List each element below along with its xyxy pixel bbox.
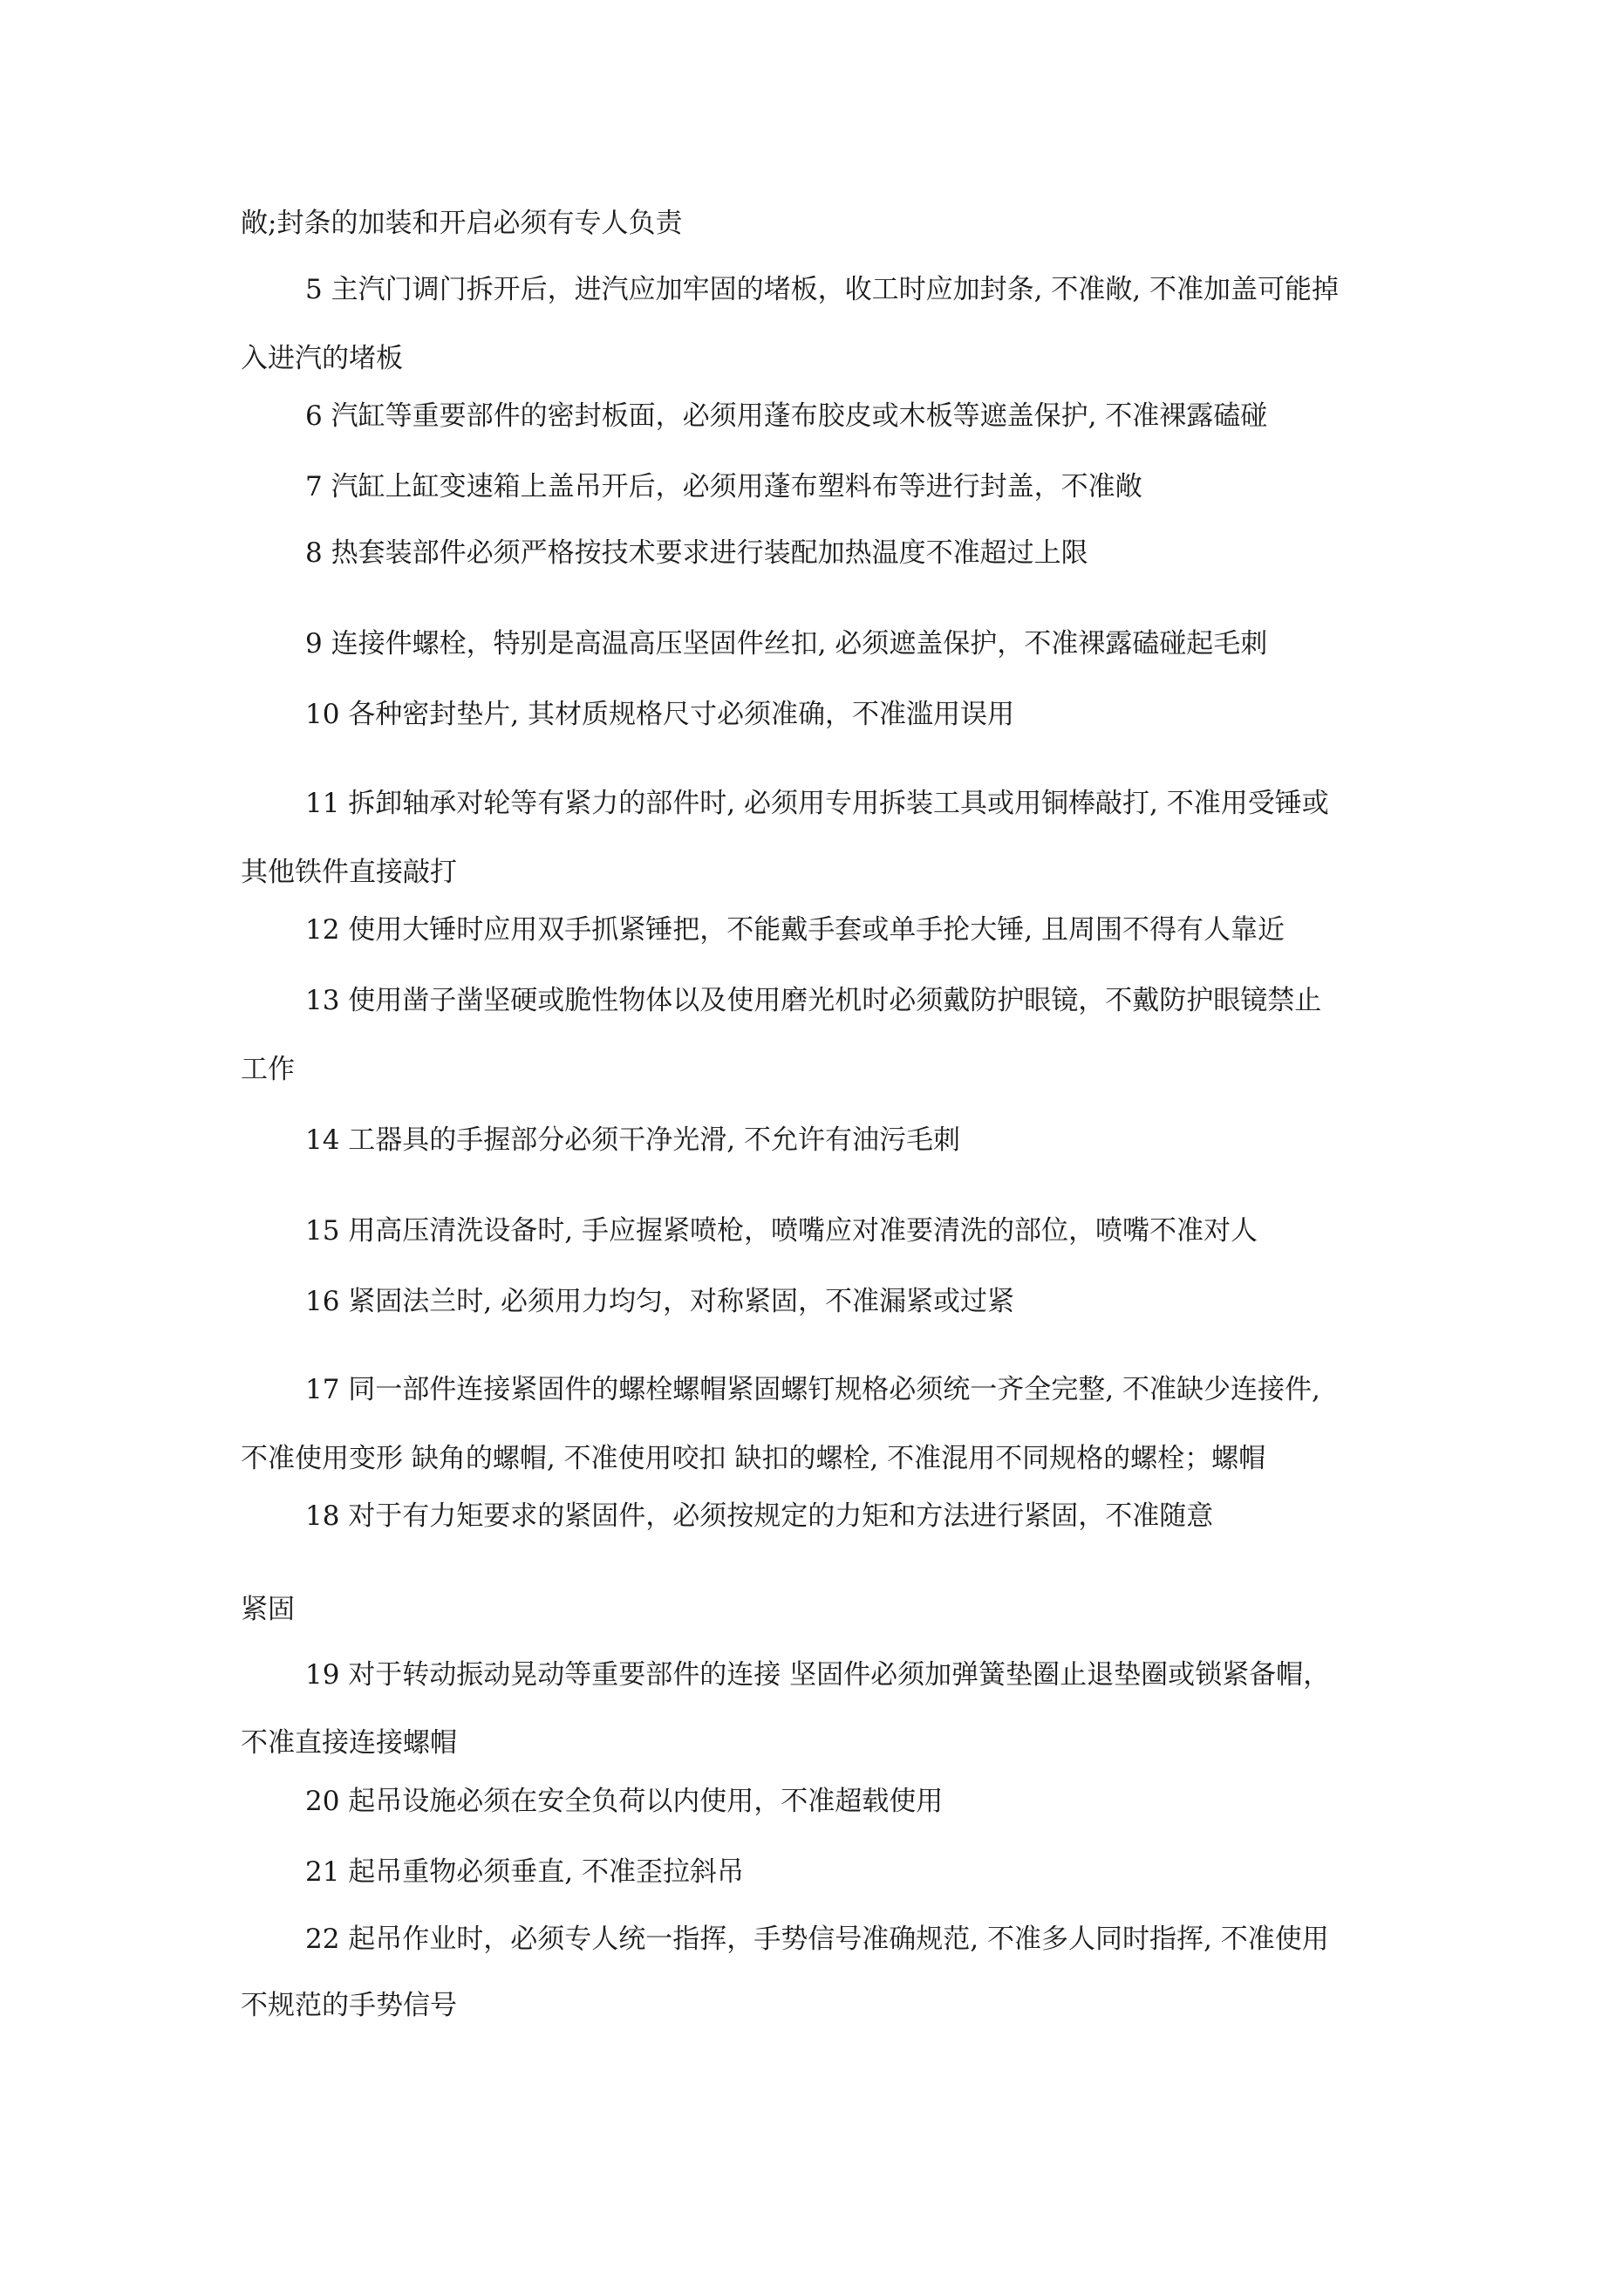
text-line: 18 对于有力矩要求的紧固件，必须按规定的力矩和方法进行紧固，不准随意 <box>305 1500 1214 1532</box>
text-line: 10 各种密封垫片, 其材质规格尺寸必须准确，不准滥用误用 <box>305 699 1015 730</box>
text-line: 15 用高压清洗设备时, 手应握紧喷枪，喷嘴应对准要清洗的部位，喷嘴不准对人 <box>305 1215 1258 1247</box>
text-line: 入进汽的堵板 <box>241 343 403 374</box>
text-line: 9 连接件螺栓，特别是高温高压坚固件丝扣, 必须遮盖保护，不准裸露磕碰起毛刺 <box>305 628 1268 659</box>
text-line: 敞;封条的加装和开启必须有专人负责 <box>241 208 683 239</box>
text-line: 14 工器具的手握部分必须干净光滑, 不允许有油污毛刺 <box>305 1124 961 1156</box>
text-line: 其他铁件直接敲打 <box>241 857 457 888</box>
text-line: 不准直接连接螺帽 <box>241 1727 457 1759</box>
text-line: 21 起吊重物必须垂直, 不准歪拉斜吊 <box>305 1856 745 1888</box>
text-line: 工作 <box>241 1054 295 1085</box>
text-line: 22 起吊作业时，必须专人统一指挥，手势信号准确规范, 不准多人同时指挥, 不准使用 <box>305 1924 1329 1955</box>
text-line: 5 主汽门调门拆开后，进汽应加牢固的堵板，收工时应加封条, 不准敞, 不准加盖可能掉 <box>305 274 1339 305</box>
text-line: 不规范的手势信号 <box>241 1990 457 2021</box>
text-line: 19 对于转动振动晃动等重要部件的连接 坚固件必须加弹簧垫圈止退垫圈或锁紧备帽， <box>305 1659 1331 1691</box>
text-line: 12 使用大锤时应用双手抓紧锤把，不能戴手套或单手抡大锤, 且周围不得有人靠近 <box>305 914 1285 946</box>
text-line: 17 同一部件连接紧固件的螺栓螺帽紧固螺钉规格必须统一齐全完整, 不准缺少连接件, <box>305 1374 1320 1405</box>
text-line: 8 热套装部件必须严格按技术要求进行装配加热温度不准超过上限 <box>305 537 1088 569</box>
text-line: 6 汽缸等重要部件的密封板面，必须用蓬布胶皮或木板等遮盖保护, 不准裸露磕碰 <box>305 400 1268 432</box>
text-line: 7 汽缸上缸变速箱上盖吊开后，必须用蓬布塑料布等进行封盖，不准敞 <box>305 471 1142 502</box>
text-line: 紧固 <box>241 1594 295 1625</box>
text-line: 11 拆卸轴承对轮等有紧力的部件时, 必须用专用拆装工具或用铜棒敲打, 不准用受锤或 <box>305 788 1329 819</box>
text-line: 20 起吊设施必须在安全负荷以内使用，不准超载使用 <box>305 1786 944 1817</box>
text-line: 不准使用变形 缺角的螺帽, 不准使用咬扣 缺扣的螺栓, 不准混用不同规格的螺栓；螺帽 <box>241 1443 1266 1474</box>
text-line: 16 紧固法兰时, 必须用力均匀，对称紧固，不准漏紧或过紧 <box>305 1286 1015 1317</box>
text-line: 13 使用凿子凿坚硬或脆性物体以及使用磨光机时必须戴防护眼镜，不戴防护眼镜禁止 <box>305 985 1322 1016</box>
